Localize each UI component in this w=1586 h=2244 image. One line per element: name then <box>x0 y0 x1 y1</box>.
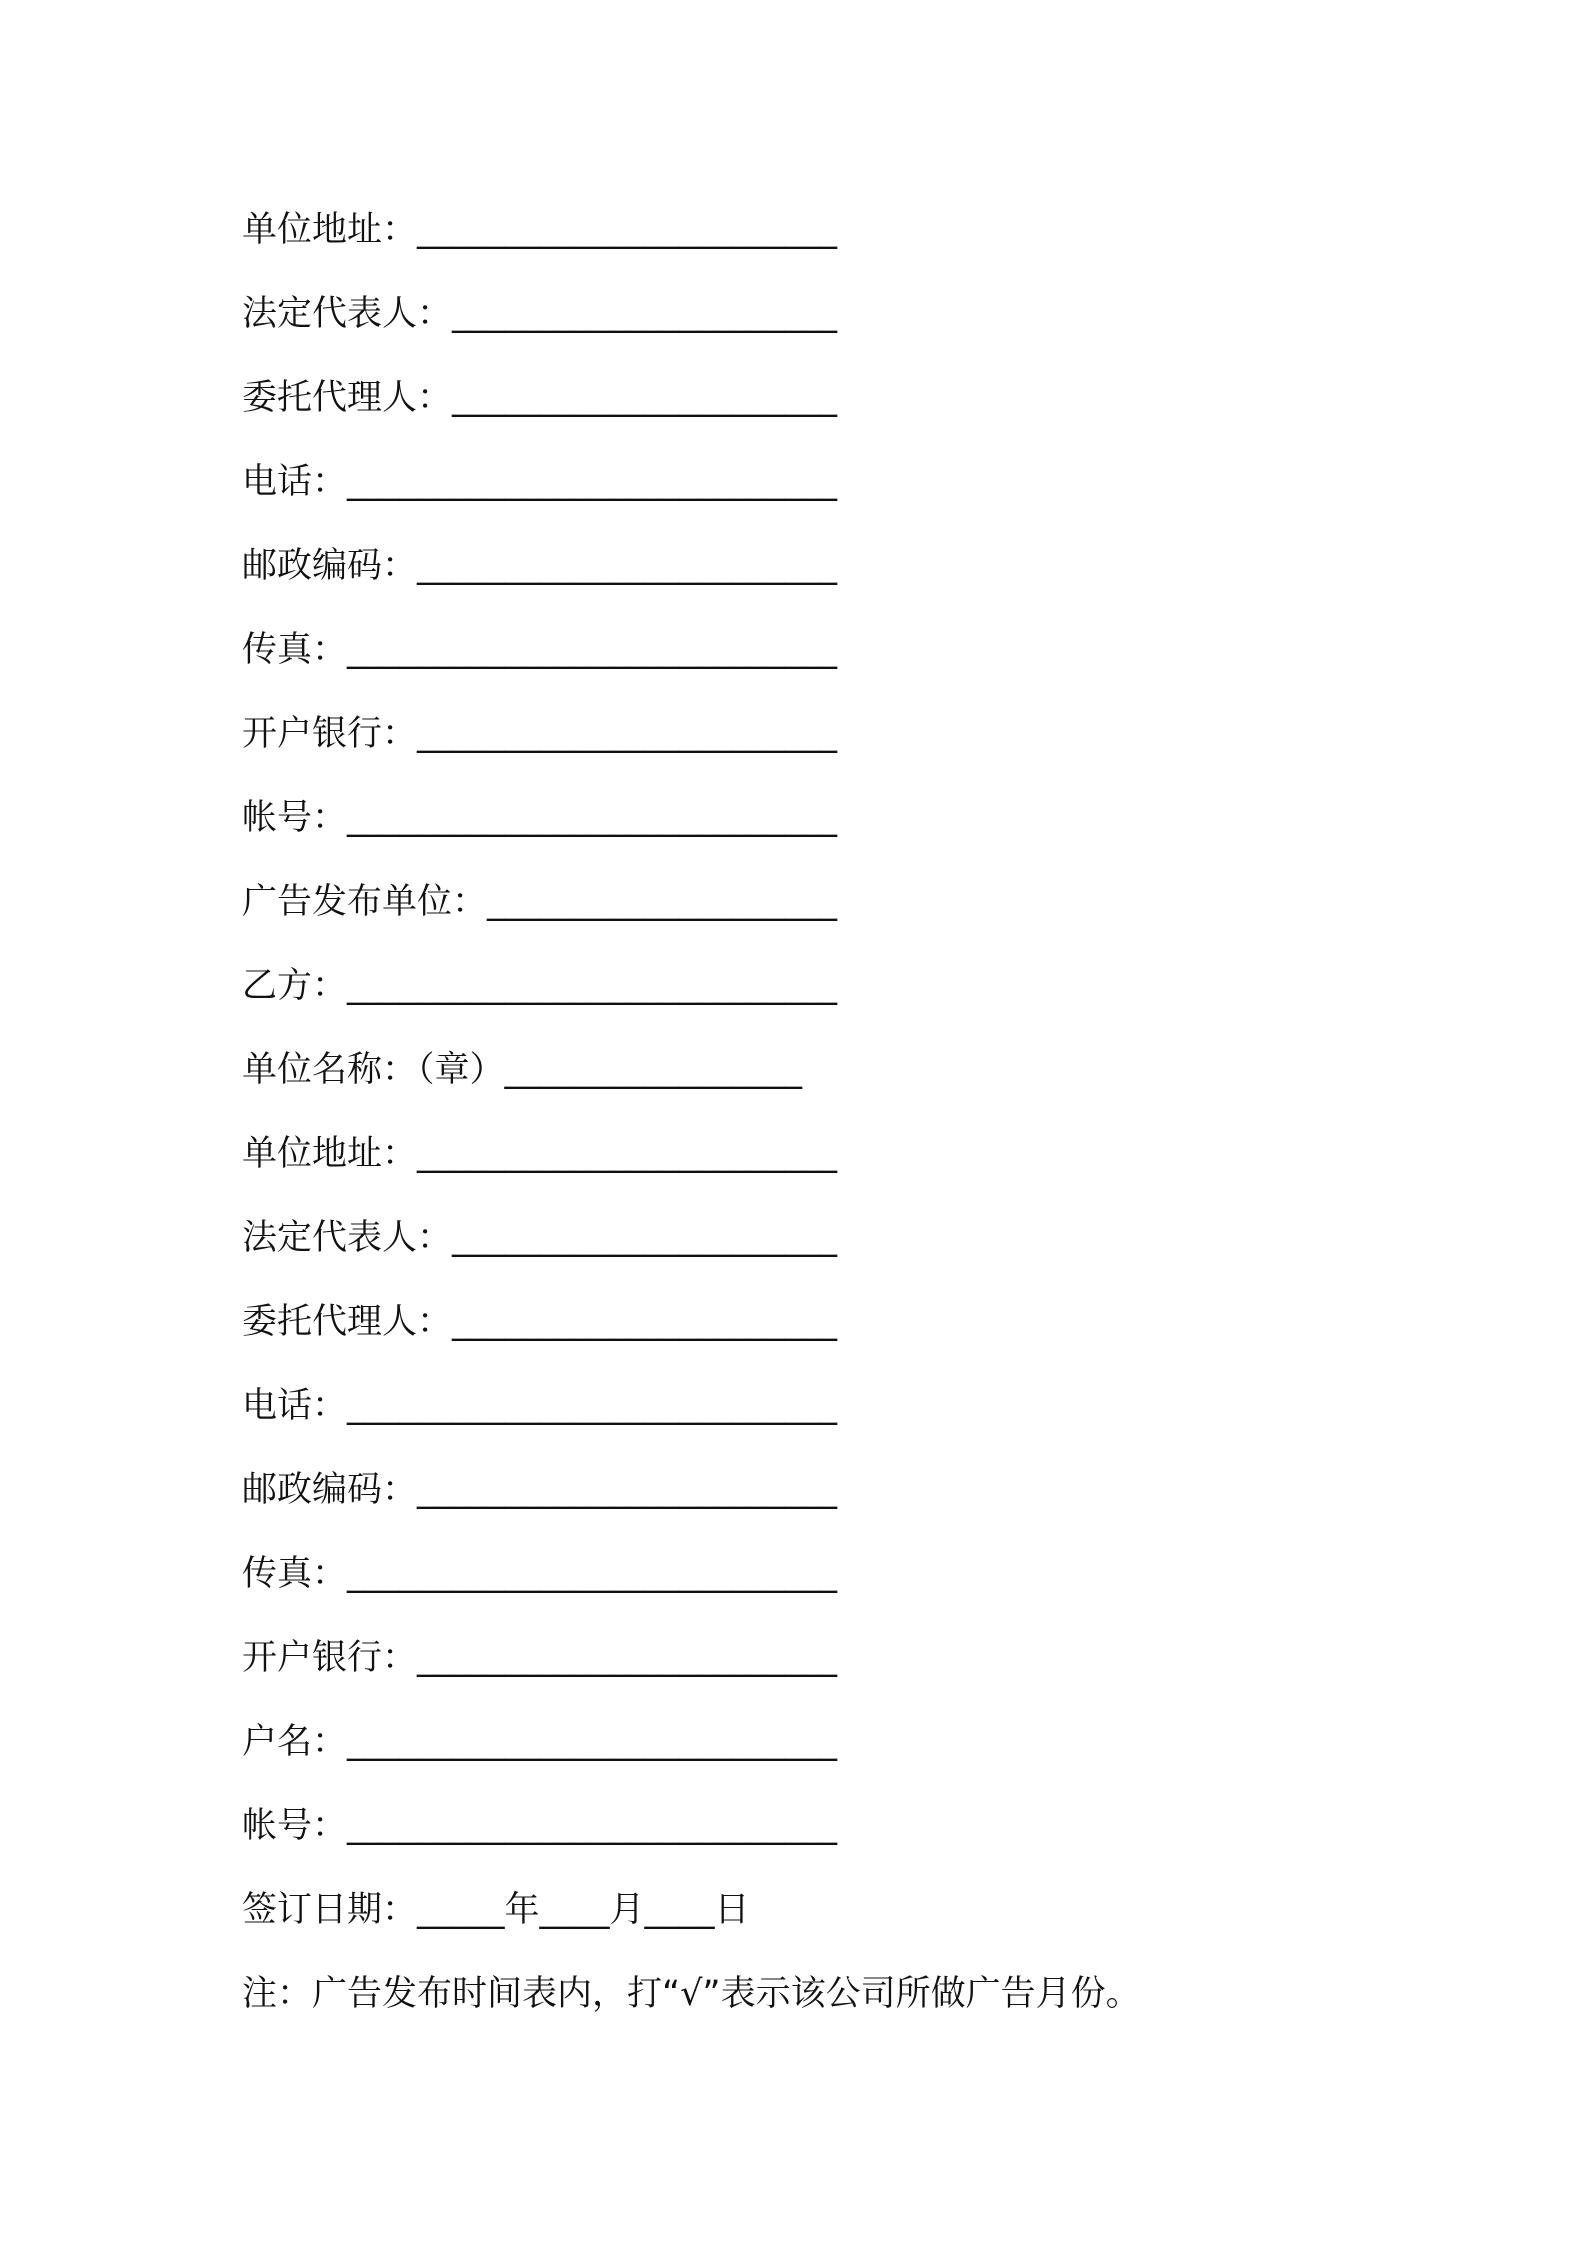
postal-code-line-1: 邮政编码：________________________ <box>242 546 838 586</box>
postal-code-line-2: 邮政编码：________________________ <box>242 1470 838 1510</box>
bank-line-2: 开户银行：________________________ <box>242 1638 838 1678</box>
legal-representative-line-1: 法定代表人：______________________ <box>242 294 838 334</box>
fax-line-2: 传真：____________________________ <box>242 1554 838 1594</box>
unit-address-line-1: 单位地址：________________________ <box>242 210 838 250</box>
note-line: 注：广告发布时间表内，打“√”表示该公司所做广告月份。 <box>242 1974 1141 2014</box>
authorized-agent-line-2: 委托代理人：______________________ <box>242 1302 838 1342</box>
account-name-line: 户名：____________________________ <box>242 1722 838 1762</box>
account-line-2: 帐号：____________________________ <box>242 1806 838 1846</box>
authorized-agent-line-1: 委托代理人：______________________ <box>242 378 838 418</box>
publisher-line: 广告发布单位：____________________ <box>242 882 838 922</box>
legal-representative-line-2: 法定代表人：______________________ <box>242 1218 838 1258</box>
contract-form-lines <box>242 196 1392 2044</box>
party-b-line: 乙方：____________________________ <box>242 966 838 1006</box>
signing-date-line: 签订日期：_____年____月____日 <box>242 1890 750 1930</box>
bank-line-1: 开户银行：________________________ <box>242 714 838 754</box>
unit-name-seal-line: 单位名称：（章）_________________ <box>242 1050 803 1090</box>
phone-line-2: 电话：____________________________ <box>242 1386 838 1426</box>
account-line-1: 帐号：____________________________ <box>242 798 838 838</box>
unit-address-line-2: 单位地址：________________________ <box>242 1134 838 1174</box>
fax-line-1: 传真：____________________________ <box>242 630 838 670</box>
phone-line-1: 电话：____________________________ <box>242 462 838 502</box>
